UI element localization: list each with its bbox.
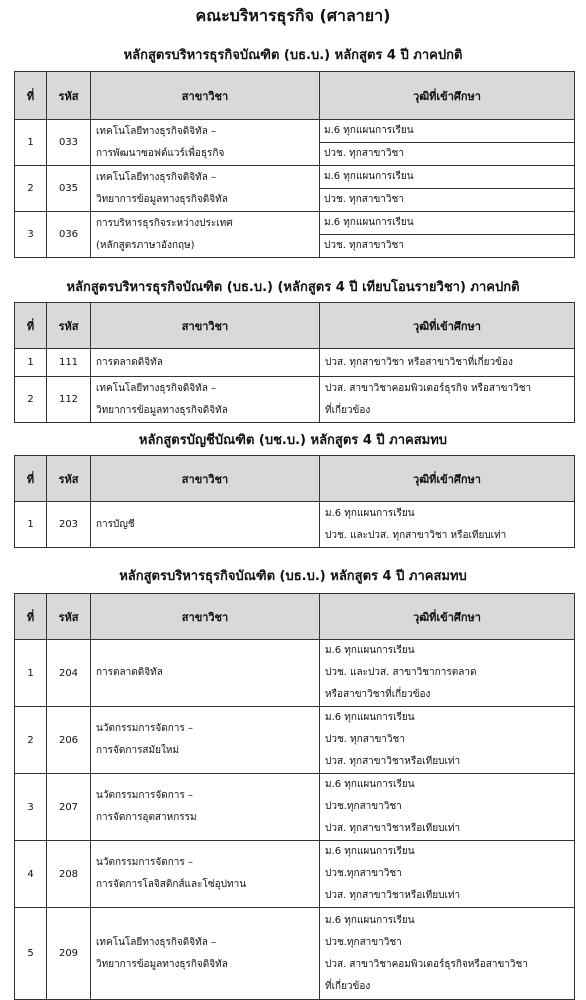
header-qualification: วุฒิที่เข้าศึกษา [320, 594, 575, 640]
row-no: 1 [15, 120, 47, 166]
row-major [91, 349, 320, 377]
qual-line: ปวช. ทุกสาขาวิชา [320, 234, 574, 257]
row-code: 209 [47, 908, 91, 1000]
qual-line: ปวส. สาขาวิชาคอมพิวเตอร์ธุรกิจหรือสาขาวิชา [325, 958, 528, 970]
row-qualification [320, 908, 575, 1000]
row-qualification [320, 774, 575, 841]
table-header [15, 456, 575, 502]
qual-line: ม.6 ทุกแผนการเรียน [324, 217, 414, 228]
major-line: การตลาดดิจิทัล [96, 667, 163, 678]
major-line: วิทยาการข้อมูลทางธุรกิจดิจิทัล [96, 193, 228, 205]
qual-line: ปวส. ทุกสาขาวิชา หรือสาขาวิชาที่เกี่ยวข้อง [325, 356, 513, 368]
major-line: วิทยาการข้อมูลทางธุรกิจดิจิทัล [96, 404, 228, 416]
program-table-transfer [14, 302, 575, 423]
qual-line: ปวส. ทุกสาขาวิชาหรือเทียบเท่า [325, 756, 461, 767]
qual-line: ปวช. ทุกสาขาวิชา [325, 734, 405, 745]
row-no: 4 [15, 841, 47, 908]
qual-line: ที่เกี่ยวข้อง [325, 980, 371, 992]
header-no: ที่ [15, 303, 47, 349]
major-line: การจัดการโลจิสติกส์และโซ่อุปทาน [96, 879, 247, 890]
row-qualification [320, 166, 575, 212]
row-qualification [320, 707, 575, 774]
qual-line: ปวช.ทุกสาขาวิชา [325, 936, 402, 948]
header-major: สาขาวิชา [91, 72, 320, 120]
row-code: 111 [47, 349, 91, 377]
header-no: ที่ [15, 594, 47, 640]
row-code: 033 [47, 120, 91, 166]
major-line: วิทยาการข้อมูลทางธุรกิจดิจิทัล [96, 958, 228, 970]
header-code: รหัส [47, 303, 91, 349]
table-row [15, 774, 575, 841]
qual-line: ปวช. ทุกสาขาวิชา [320, 142, 574, 165]
qual-line: ปวช. ทุกสาขาวิชา [320, 188, 574, 211]
row-code: 208 [47, 841, 91, 908]
section-title-accounting: หลักสูตรบัญชีบัณฑิต (บช.บ.) หลักสูตร 4 ปี ภาคสมทบ [138, 433, 448, 448]
row-no: 3 [15, 774, 47, 841]
major-line: เทคโนโลยีทางธุรกิจดิจิทัล – [96, 382, 216, 394]
major-line: การตลาดดิจิทัล [96, 356, 163, 368]
table-header [15, 72, 575, 120]
row-qualification [320, 377, 575, 423]
row-qualification [320, 640, 575, 707]
table-row [15, 166, 575, 212]
table-header [15, 303, 575, 349]
header-qualification: วุฒิที่เข้าศึกษา [320, 456, 575, 502]
qual-line: หรือสาขาวิชาที่เกี่ยวข้อง [325, 689, 431, 700]
row-qualification [320, 349, 575, 377]
row-qualification [320, 120, 575, 166]
major-line: การจัดการสมัยใหม่ [96, 745, 180, 756]
row-no: 1 [15, 502, 47, 548]
header-major: สาขาวิชา [91, 594, 320, 640]
header-qualification: วุฒิที่เข้าศึกษา [320, 303, 575, 349]
row-no: 2 [15, 377, 47, 423]
major-line: นวัตกรรมการจัดการ – [96, 790, 193, 801]
table-row [15, 908, 575, 1000]
section-title-evening: หลักสูตรบริหารธุรกิจบัณฑิต (บธ.บ.) หลักสูตร 4 ปี ภาคสมทบ [119, 569, 467, 584]
row-code: 204 [47, 640, 91, 707]
row-no: 2 [15, 166, 47, 212]
table-row [15, 707, 575, 774]
qual-line: ปวส. สาขาวิชาคอมพิวเตอร์ธุรกิจ หรือสาขาวิชา [325, 382, 532, 394]
qual-line: ปวช. และปวส. สาขาวิชาการตลาด [325, 667, 477, 678]
row-code: 207 [47, 774, 91, 841]
row-major [91, 166, 320, 212]
qual-line: ม.6 ทุกแผนการเรียน [324, 125, 414, 136]
major-line: การบริหารธุรกิจระหว่างประเทศ [96, 217, 233, 229]
qual-line: ม.6 ทุกแผนการเรียน [325, 712, 415, 723]
row-major [91, 707, 320, 774]
table-row [15, 502, 575, 548]
row-qualification [320, 212, 575, 258]
table-row [15, 841, 575, 908]
row-code: 112 [47, 377, 91, 423]
qual-line: ม.6 ทุกแผนการเรียน [325, 914, 415, 926]
row-major [91, 640, 320, 707]
row-no: 3 [15, 212, 47, 258]
section-title-transfer: หลักสูตรบริหารธุรกิจบัณฑิต (บธ.บ.) (หลักสูตร 4 ปี เทียบโอนรายวิชา) ภาคปกติ [66, 280, 520, 295]
row-code: 203 [47, 502, 91, 548]
table-header [15, 594, 575, 640]
table-row [15, 212, 575, 258]
qual-line: ม.6 ทุกแผนการเรียน [325, 846, 415, 857]
row-code: 035 [47, 166, 91, 212]
program-table-regular [14, 71, 575, 258]
major-line: เทคโนโลยีทางธุรกิจดิจิทัล – [96, 125, 216, 137]
qual-line: ปวช. และปวส. ทุกสาขาวิชา หรือเทียบเท่า [325, 529, 507, 541]
header-major: สาขาวิชา [91, 456, 320, 502]
page-title: คณะบริหารธุรกิจ (ศาลายา) [195, 6, 391, 25]
row-major [91, 120, 320, 166]
qual-line: ม.6 ทุกแผนการเรียน [325, 645, 415, 656]
table-row [15, 120, 575, 166]
row-code: 206 [47, 707, 91, 774]
row-no: 1 [15, 640, 47, 707]
major-line: (หลักสูตรภาษาอังกฤษ) [96, 239, 195, 251]
row-major [91, 212, 320, 258]
table-row [15, 640, 575, 707]
major-line: เทคโนโลยีทางธุรกิจดิจิทัล – [96, 171, 216, 183]
table-row [15, 377, 575, 423]
qual-line: ที่เกี่ยวข้อง [325, 404, 371, 416]
major-line: การพัฒนาซอฟต์แวร์เพื่อธุรกิจ [96, 147, 225, 159]
row-code: 036 [47, 212, 91, 258]
major-line: นวัตกรรมการจัดการ – [96, 857, 193, 868]
row-major [91, 908, 320, 1000]
header-code: รหัส [47, 456, 91, 502]
qual-line: ปวช.ทุกสาขาวิชา [325, 801, 402, 812]
section-title-regular: หลักสูตรบริหารธุรกิจบัณฑิต (บธ.บ.) หลักสูตร 4 ปี ภาคปกติ [123, 48, 463, 63]
header-qualification: วุฒิที่เข้าศึกษา [320, 72, 575, 120]
qual-line: ปวส. ทุกสาขาวิชาหรือเทียบเท่า [325, 890, 461, 901]
header-no: ที่ [15, 456, 47, 502]
table-row [15, 349, 575, 377]
header-code: รหัส [47, 72, 91, 120]
qual-line: ม.6 ทุกแผนการเรียน [325, 507, 415, 519]
header-no: ที่ [15, 72, 47, 120]
header-code: รหัส [47, 594, 91, 640]
row-no: 1 [15, 349, 47, 377]
major-line: การจัดการอุตสาหกรรม [96, 812, 197, 823]
qual-line: ม.6 ทุกแผนการเรียน [324, 171, 414, 182]
qual-line: ม.6 ทุกแผนการเรียน [325, 779, 415, 790]
row-major [91, 377, 320, 423]
row-major [91, 774, 320, 841]
qual-line: ปวส. ทุกสาขาวิชาหรือเทียบเท่า [325, 823, 461, 834]
row-no: 2 [15, 707, 47, 774]
row-major [91, 502, 320, 548]
row-major [91, 841, 320, 908]
major-line: การบัญชี [96, 518, 135, 530]
row-qualification [320, 841, 575, 908]
header-major: สาขาวิชา [91, 303, 320, 349]
row-qualification [320, 502, 575, 548]
major-line: นวัตกรรมการจัดการ – [96, 723, 193, 734]
program-table-accounting [14, 455, 575, 548]
major-line: เทคโนโลยีทางธุรกิจดิจิทัล – [96, 936, 216, 948]
program-table-evening [14, 593, 575, 1000]
qual-line: ปวช.ทุกสาขาวิชา [325, 868, 402, 879]
row-no: 5 [15, 908, 47, 1000]
